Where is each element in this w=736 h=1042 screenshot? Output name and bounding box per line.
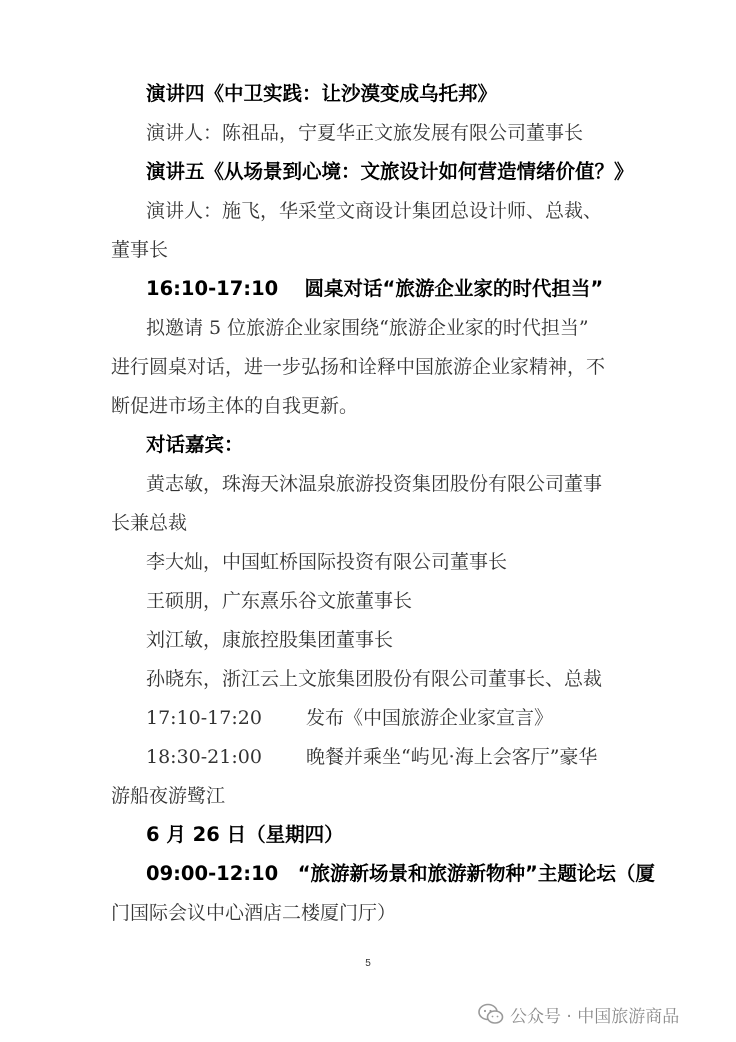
watermark-text: 公众号 · 中国旅游商品 (510, 1006, 680, 1027)
roundtable-heading: 16:10-17:10 圆桌对话“旅游企业家的时代担当” (146, 277, 604, 300)
roundtable-desc-2: 进行圆桌对话，进一步弘扬和诠释中国旅游企业家精神，不 (111, 356, 606, 378)
guest-5: 孙晓东，浙江云上文旅集团股份有限公司董事长、总裁 (146, 668, 603, 690)
speech-4-speaker: 演讲人：陈祖品，宁夏华正文旅发展有限公司董事长 (146, 122, 584, 144)
guests-heading: 对话嘉宾： (146, 433, 244, 456)
dinner-cruise-item: 18:30-21:00 晚餐并乘坐“屿见·海上会客厅”豪华 (146, 746, 598, 768)
dinner-cruise-item-cont: 游船夜游鹭江 (111, 785, 226, 807)
guest-1-cont: 长兼总裁 (111, 512, 188, 534)
forum-venue: 门国际会议中心酒店二楼厦门厅） (111, 902, 397, 924)
wechat-watermark (478, 1000, 679, 1028)
speech-5-speaker-cont: 董事长 (111, 239, 169, 261)
guest-4: 刘江敏，康旅控股集团董事长 (146, 629, 394, 651)
speech-5-speaker: 演讲人：施飞，华采堂文商设计集团总设计师、总裁、 (146, 200, 603, 222)
declaration-item: 17:10-17:20 发布《中国旅游企业家宣言》 (146, 707, 553, 729)
guest-1: 黄志敏，珠海天沐温泉旅游投资集团股份有限公司董事 (146, 473, 603, 495)
date-heading: 6 月 26 日（星期四） (146, 823, 344, 846)
page-number: 5 (365, 958, 371, 969)
roundtable-desc-1: 拟邀请 5 位旅游企业家围绕“旅游企业家的时代担当” (146, 317, 589, 339)
roundtable-desc-3: 断促进市场主体的自我更新。 (111, 395, 359, 417)
speech-4-title: 演讲四《中卫实践：让沙漠变成乌托邦》 (146, 82, 498, 105)
guest-2: 李大灿，中国虹桥国际投资有限公司董事长 (146, 551, 508, 573)
wechat-icon (478, 1003, 504, 1025)
guest-3: 王硕朋，广东熹乐谷文旅董事长 (146, 590, 413, 612)
speech-5-title: 演讲五《从场景到心境：文旅设计如何营造情绪价值？》 (146, 160, 634, 183)
forum-heading: 09:00-12:10 “旅游新场景和旅游新物种”主题论坛（厦 (146, 862, 655, 885)
